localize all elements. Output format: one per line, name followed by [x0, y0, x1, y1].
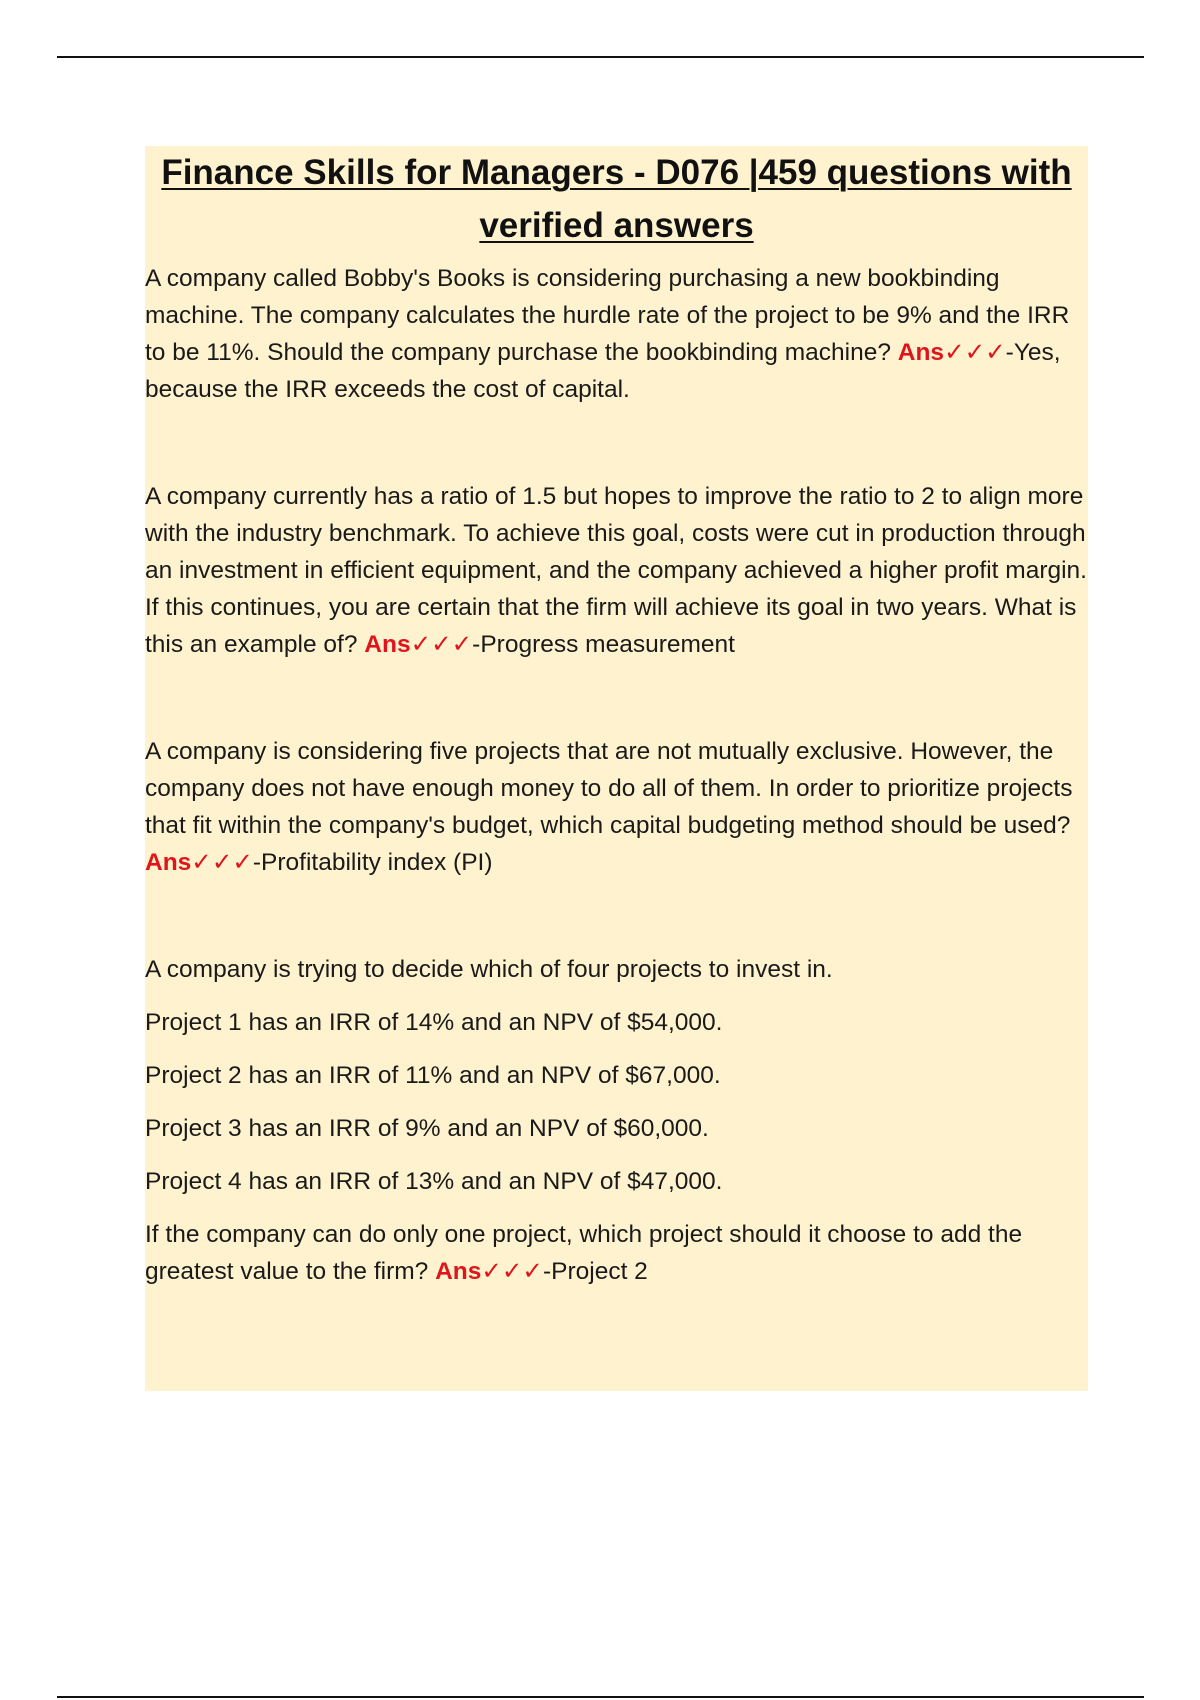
question-final	[145, 1216, 1088, 1290]
qa-item-2	[145, 478, 1088, 663]
check-marks-icon: ✓✓✓	[944, 339, 1006, 366]
header-rule	[57, 56, 1144, 58]
project-line: Project 3 has an IRR of 9% and an NPV of $60,000.	[145, 1115, 709, 1142]
check-marks-icon: ✓✓✓	[410, 631, 473, 658]
document-title: Finance Skills for Managers - D076 |459 questions with verified answers	[161, 153, 1072, 245]
answer-text: -Profitability index (PI)	[252, 849, 493, 876]
project-line: Project 2 has an IRR of 11% and an NPV of $67,000.	[145, 1062, 721, 1089]
project-line: Project 4 has an IRR of 13% and an NPV of $47,000.	[145, 1168, 723, 1195]
question-text: A company currently has a ratio of 1.5 but hopes to improve the ratio to 2 to align more with the industry benchmark. To achieve this goal, costs were cut in production through an investment in efficient equipment, and the company achieved a higher profit margin. If this continues, you are certain that the firm will achieve its goal in two years. What is this an example of?	[145, 483, 1087, 658]
answer-marker: Ans	[897, 339, 945, 366]
answer-text: -Progress measurement	[472, 631, 735, 658]
document-content	[145, 146, 1088, 1391]
check-marks-icon: ✓✓✓	[481, 1258, 543, 1285]
qa-item-3	[145, 733, 1088, 881]
answer-marker: Ans	[364, 631, 411, 658]
check-marks-icon: ✓✓✓	[191, 849, 253, 876]
qa-item-4	[145, 951, 1088, 1290]
question-text: If the company can do only one project, which project should it choose to add the greatest value to the firm?	[145, 1221, 1023, 1285]
project-line: Project 1 has an IRR of 14% and an NPV of $54,000.	[145, 1009, 723, 1036]
answer-marker: Ans	[145, 849, 192, 876]
answer-marker: Ans	[435, 1258, 482, 1285]
qa-item-1	[145, 260, 1088, 408]
answer-text: -Yes, because the IRR exceeds the cost of capital.	[145, 339, 1061, 403]
question-text: A company is considering five projects that are not mutually exclusive. However, the company does not have enough money to do all of them. In order to prioritize projects that fit within the company's budget, which capital budgeting method should be used?	[145, 738, 1073, 839]
footer-rule	[57, 1696, 1144, 1698]
answer-text: -Project 2	[542, 1258, 648, 1285]
question-intro: A company is trying to decide which of four projects to invest in.	[145, 956, 833, 983]
question-text: A company called Bobby's Books is considering purchasing a new bookbinding machine. The company calculates the hurdle rate of the project to be 9% and the IRR to be 11%. Should the company purchase the bookbinding machine?	[145, 265, 1070, 366]
